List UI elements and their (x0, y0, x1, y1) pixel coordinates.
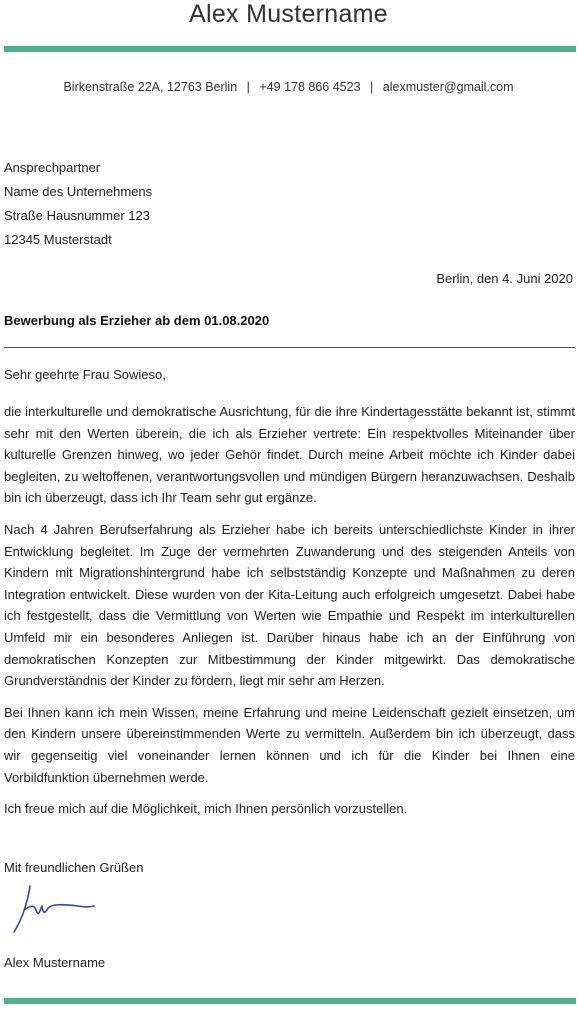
letter-subject: Bewerbung als Erzieher ab dem 01.08.2020 (4, 313, 270, 328)
letter-body (4, 401, 575, 830)
contact-line (0, 80, 577, 94)
body-paragraph: Nach 4 Jahren Berufserfahrung als Erzieher habe ich bereits unterschiedlichste Kinder in ihrer Entwicklung begleitet. Im Zuge der vermehrten Zuwanderung und des steigenden Anteils von Kindern mit Migrationshintergrund habe ich selbstständig Konzepte und Maßnahmen zu deren Integration entwickelt. Diese wurden von der Kita-Leitung auch erfolgreich umgesetzt. Dabei habe ich festgestellt, dass die Vermittlung von Werten wie Empathie und Respekt im interkulturellen Umfeld mir ein besonderes Anliegen ist. Darüber hinaus habe ich an der Einführung von demokratischen Konzepten zur Mitbestimmung der Kinder mitgewirkt. Das demokratische Grundverständnis der Kinder zu fördern, liegt mir sehr am Herzen. (4, 521, 575, 689)
recipient-city: 12345 Musterstadt (4, 232, 112, 247)
body-paragraph: Ich freue mich auf die Möglichkeit, mich Ihnen persönlich vorzustellen. (4, 801, 408, 817)
body-paragraph: Bei Ihnen kann ich mein Wissen, meine Erfahrung und meine Leidenschaft gezielt einsetzen, um den Kindern unsere übereinstimmenden Werte zu vermitteln. Außerdem bin ich überzeugt, dass wir gegenseitig viel voneinander lernen können und ich für die Kinder bei Ihnen eine Vorbildfunktion übernehmen werde. (4, 704, 575, 785)
closing-phrase: Mit freundlichen Grüßen (4, 860, 144, 875)
recipient-company: Name des Unternehmens (4, 184, 153, 199)
contact-address: Birkenstraße 22A, 12763 Berlin (63, 80, 238, 94)
salutation: Sehr geehrte Frau Sowieso, (4, 367, 166, 382)
recipient-block (4, 156, 152, 252)
applicant-name: Alex Mustername (188, 0, 389, 28)
header-accent-bar (4, 46, 576, 52)
footer-accent-bar (4, 998, 576, 1004)
body-paragraph: die interkulturelle und demokratische Ausrichtung, für die ihre Kindertagesstätte bekannt ist, stimmt sehr mit den Werten überein, die ich als Erzieher vertrete: Ein respektvolles Miteinander über kulturelle Grenzen hinweg, wo jeder Gehör findet. Durch meine Arbeit möchte ich Kinder dabei begleiten, zu weltoffenen, verantwortungsvollen und mündigen Bürgern heranzuwachsen. Deshalb bin ich überzeugt, dass ich Ihr Team sehr gut ergänze. (4, 404, 575, 506)
recipient-street: Straße Hausnummer 123 (4, 208, 150, 223)
letter-date: Berlin, den 4. Juni 2020 (436, 271, 573, 286)
contact-phone: +49 178 866 4523 (259, 80, 361, 94)
contact-separator: | (370, 80, 374, 94)
contact-email: alexmuster@gmail.com (382, 80, 514, 94)
recipient-contact-person: Ansprechpartner (4, 160, 101, 175)
signature-stroke (14, 886, 94, 932)
contact-separator: | (246, 80, 250, 94)
subject-divider (4, 347, 575, 348)
handwritten-signature (8, 880, 98, 935)
signer-name: Alex Mustername (4, 955, 106, 970)
